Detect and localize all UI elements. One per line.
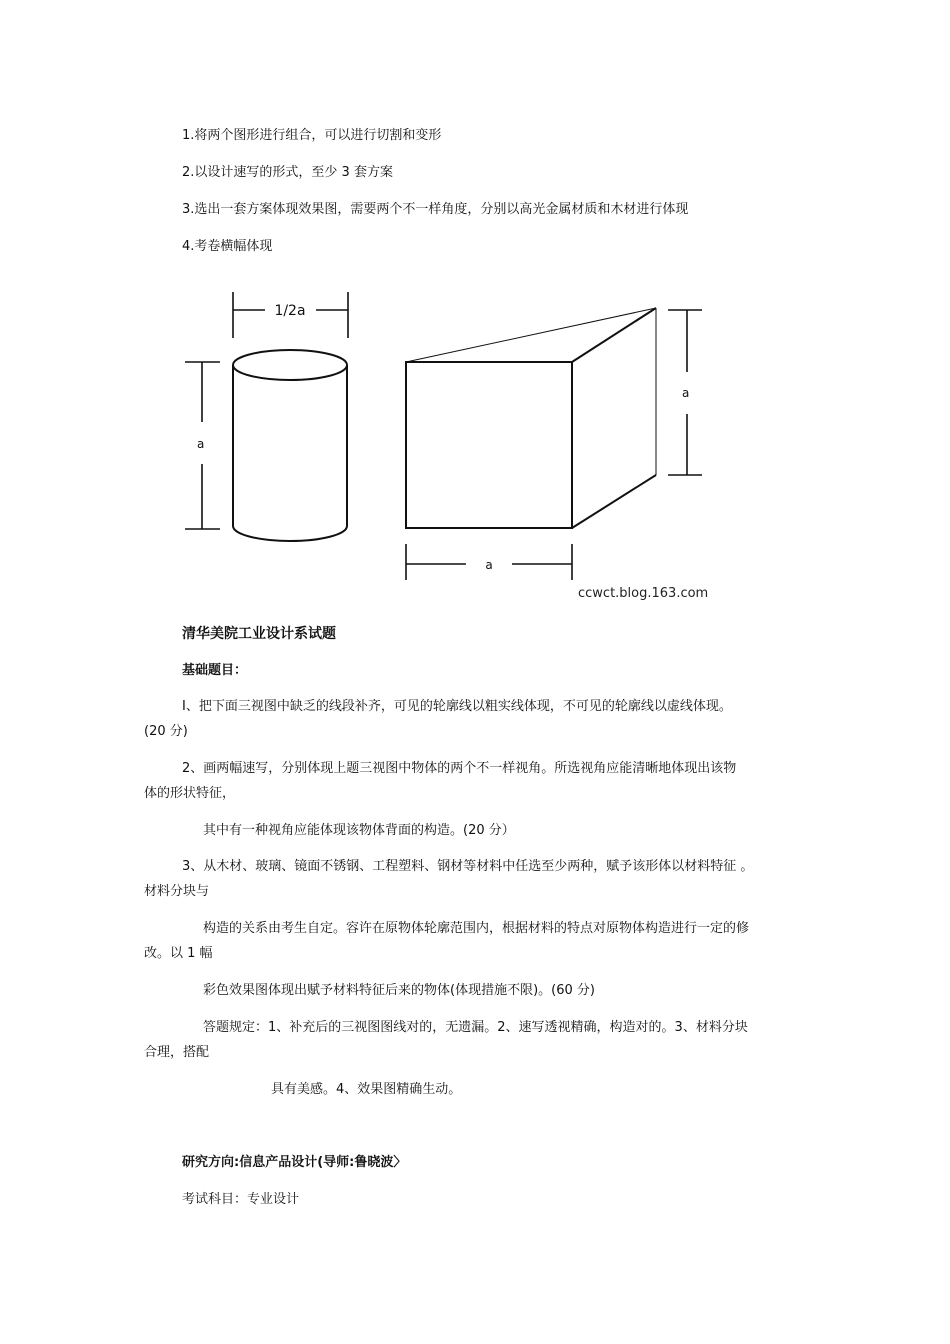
- rules-line1: 答题规定：1、补充后的三视图图线对的，无遗漏。2、速写透视精确，构造对的。3、材料分块: [203, 1020, 748, 1035]
- section1-title: 清华美院工业设计系试题: [182, 626, 336, 642]
- requirement-2: 2.以设计速写的形式，至少 3 套方案: [182, 165, 393, 180]
- q2-line1: 2、画两幅速写，分别体现上题三视图中物体的两个不一样视角。所选视角应能清晰地体现出该物: [182, 761, 737, 776]
- cylinder-bottom: [233, 526, 347, 541]
- requirement-4: 4.考卷横幅体现: [182, 239, 273, 254]
- section1-subtitle: 基础题目：: [182, 663, 248, 678]
- geometry-figure: [170, 282, 730, 607]
- section2-subject: 考试科目：专业设计: [182, 1192, 300, 1207]
- cyl-width-label: 1/2a: [274, 303, 306, 319]
- q3-line1: 3、从木材、玻璃、镜面不锈钢、工程塑料、钢材等材料中任选至少两种，赋予该形体以材料特征 。: [182, 859, 754, 874]
- q1-line1: Ⅰ、把下面三视图中缺乏的线段补齐，可见的轮廓线以粗实线体现，不可见的轮廓线以虚线体现。: [182, 699, 732, 714]
- q1-line2: (20 分): [144, 724, 188, 739]
- cube-bottom-right-edge: [572, 475, 656, 528]
- cylinder-top: [233, 350, 347, 380]
- requirement-1: 1.将两个图形进行组合，可以进行切割和变形: [182, 128, 442, 143]
- cube-height-label: a: [682, 386, 690, 400]
- cyl-height-label: a: [197, 437, 205, 451]
- q2-line3: 其中有一种视角应能体现该物体背面的构造。(20 分）: [203, 823, 515, 838]
- q3-line5: 彩色效果图体现出赋予材料特征后来的物体(体现措施不限)。(60 分): [203, 983, 595, 998]
- cube-width-label: a: [485, 558, 493, 572]
- watermark: ccwct.blog.163.com: [578, 586, 709, 601]
- rules-line2: 合理，搭配: [144, 1045, 210, 1060]
- section2-title: 研究方向:信息产品设计(导师:鲁晓波〉: [182, 1155, 407, 1170]
- cube-top-back-edge: [406, 308, 656, 362]
- cube-top-right-edge: [572, 308, 656, 362]
- q3-line2: 材料分块与: [144, 884, 210, 899]
- rules-line3: 具有美感。4、效果图精确生动。: [271, 1082, 462, 1097]
- cube-front-face: [406, 362, 572, 528]
- q3-line4: 改。以 1 幅: [144, 946, 213, 961]
- q3-line3: 构造的关系由考生自定。容许在原物体轮廓范围内，根据材料的特点对原物体构造进行一定的修: [203, 921, 750, 936]
- requirement-3: 3.选出一套方案体现效果图，需要两个不一样角度，分别以高光金属材质和木材进行体现: [182, 202, 689, 217]
- q2-line2: 体的形状特征，: [144, 786, 236, 801]
